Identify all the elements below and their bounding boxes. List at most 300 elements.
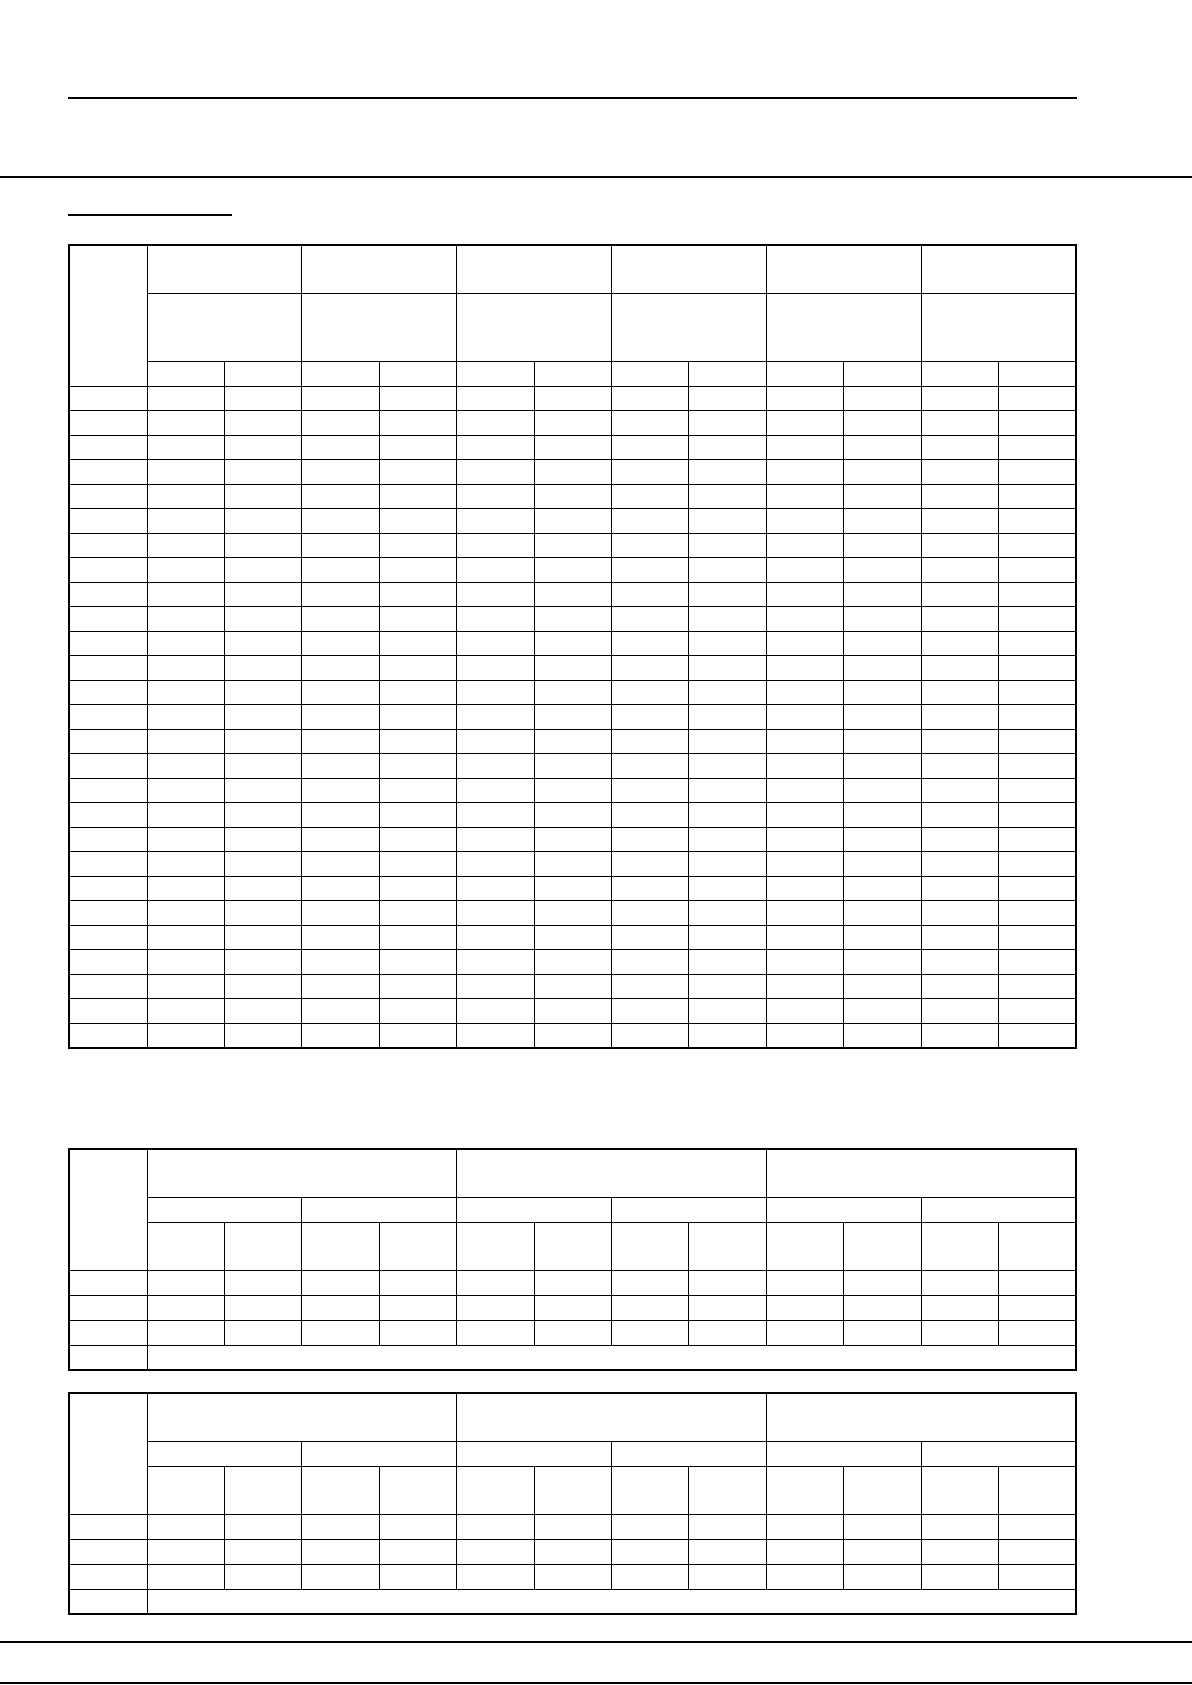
table-cell <box>147 607 224 632</box>
table-cell <box>457 1023 534 1048</box>
table-cell <box>302 386 379 411</box>
table-cell <box>457 1514 534 1539</box>
table-cell <box>534 705 611 730</box>
table-cell <box>611 1320 688 1345</box>
summary-table-1-body <box>69 1270 1076 1345</box>
row-label <box>69 803 147 828</box>
table-cell <box>611 1270 688 1295</box>
table-cell <box>921 582 998 607</box>
table-cell <box>379 1564 456 1589</box>
table-cell <box>844 1295 921 1320</box>
table-cell <box>689 582 766 607</box>
column-header <box>844 1466 921 1514</box>
table-cell <box>766 607 843 632</box>
table-cell <box>844 680 921 705</box>
table-row <box>69 950 1076 975</box>
table-cell <box>457 607 534 632</box>
table-cell <box>147 460 224 485</box>
table-cell <box>379 1514 456 1539</box>
table-cell <box>302 1564 379 1589</box>
table-cell <box>844 582 921 607</box>
main-table-body <box>69 386 1076 1048</box>
table-cell <box>379 1320 456 1345</box>
header-subgroup-row <box>69 1197 1076 1222</box>
table-cell <box>998 876 1076 901</box>
table-cell <box>766 974 843 999</box>
footer-label <box>69 1589 147 1614</box>
table-cell <box>921 656 998 681</box>
table-cell <box>611 386 688 411</box>
group-header <box>147 1149 457 1197</box>
table-row <box>69 901 1076 926</box>
group-header <box>766 1149 1076 1197</box>
table-cell <box>766 925 843 950</box>
table-cell <box>998 460 1076 485</box>
table-cell <box>534 386 611 411</box>
table-cell <box>534 1564 611 1589</box>
table-cell <box>224 1564 301 1589</box>
table-cell <box>534 1539 611 1564</box>
header-rule <box>68 97 1077 99</box>
table-cell <box>921 950 998 975</box>
table-cell <box>921 1295 998 1320</box>
table-cell <box>302 484 379 509</box>
table-cell <box>534 950 611 975</box>
table-cell <box>611 656 688 681</box>
table-cell <box>534 852 611 877</box>
row-label <box>69 582 147 607</box>
table-cell <box>147 558 224 583</box>
table-cell <box>844 999 921 1024</box>
table-cell <box>921 460 998 485</box>
table-cell <box>689 509 766 534</box>
table-cell <box>689 435 766 460</box>
table-cell <box>147 582 224 607</box>
table-cell <box>689 729 766 754</box>
table-cell <box>766 582 843 607</box>
row-label <box>69 778 147 803</box>
table-row <box>69 729 1076 754</box>
subgroup-header <box>921 1441 1076 1466</box>
table-cell <box>998 852 1076 877</box>
table-cell <box>689 950 766 975</box>
table-cell <box>611 533 688 558</box>
table-cell <box>766 460 843 485</box>
table-cell <box>534 803 611 828</box>
table-cell <box>534 1320 611 1345</box>
table-row <box>69 656 1076 681</box>
table-cell <box>379 411 456 436</box>
header-group-row <box>69 1393 1076 1441</box>
table-cell <box>998 1539 1076 1564</box>
table-cell <box>844 1514 921 1539</box>
table-cell <box>534 754 611 779</box>
table-cell <box>302 925 379 950</box>
table-row <box>69 999 1076 1024</box>
table-cell <box>998 607 1076 632</box>
table-cell <box>302 999 379 1024</box>
table-cell <box>689 411 766 436</box>
table-cell <box>534 607 611 632</box>
table-cell <box>611 411 688 436</box>
table-row <box>69 705 1076 730</box>
subgroup-header <box>147 1441 302 1466</box>
row-label <box>69 1023 147 1048</box>
table-cell <box>611 1514 688 1539</box>
group-header <box>147 245 302 293</box>
table-cell <box>921 876 998 901</box>
table-cell <box>457 974 534 999</box>
table-cell <box>534 1270 611 1295</box>
table-row <box>69 582 1076 607</box>
table-cell <box>224 1320 301 1345</box>
table-cell <box>224 533 301 558</box>
table-row <box>69 680 1076 705</box>
table-cell <box>534 827 611 852</box>
row-label <box>69 999 147 1024</box>
table-cell <box>689 705 766 730</box>
table-cell <box>457 827 534 852</box>
row-label-header <box>69 1393 147 1514</box>
table-cell <box>844 1320 921 1345</box>
table-cell <box>457 631 534 656</box>
table-cell <box>611 876 688 901</box>
table-cell <box>147 1023 224 1048</box>
table-cell <box>224 680 301 705</box>
table-cell <box>147 803 224 828</box>
table-cell <box>379 852 456 877</box>
table-cell <box>689 460 766 485</box>
table-cell <box>457 411 534 436</box>
table-cell <box>921 705 998 730</box>
table-cell <box>224 974 301 999</box>
column-header <box>534 361 611 386</box>
table-row <box>69 631 1076 656</box>
table-cell <box>302 778 379 803</box>
table-cell <box>766 533 843 558</box>
row-label-header <box>69 1149 147 1270</box>
table-cell <box>921 607 998 632</box>
table-cell <box>302 1270 379 1295</box>
row-label <box>69 974 147 999</box>
column-header <box>147 1466 224 1514</box>
table-cell <box>147 1320 224 1345</box>
footer-value <box>147 1589 1076 1614</box>
table-cell <box>689 827 766 852</box>
table-cell <box>921 386 998 411</box>
table-cell <box>147 435 224 460</box>
table-cell <box>844 1564 921 1589</box>
column-header <box>611 1466 688 1514</box>
table-cell <box>921 925 998 950</box>
table-cell <box>844 484 921 509</box>
table-cell <box>534 1514 611 1539</box>
table-cell <box>302 827 379 852</box>
table-cell <box>147 1295 224 1320</box>
table-cell <box>921 901 998 926</box>
header-column-row <box>69 1222 1076 1270</box>
table-cell <box>534 435 611 460</box>
row-label <box>69 901 147 926</box>
table-cell <box>302 558 379 583</box>
table-cell <box>534 484 611 509</box>
table-cell <box>224 484 301 509</box>
row-label <box>69 705 147 730</box>
table-cell <box>611 778 688 803</box>
table-cell <box>534 411 611 436</box>
column-header <box>302 361 379 386</box>
table-cell <box>302 411 379 436</box>
table-row <box>69 1564 1076 1589</box>
column-header <box>766 1222 843 1270</box>
table-cell <box>224 950 301 975</box>
table-cell <box>844 607 921 632</box>
column-header <box>998 361 1076 386</box>
table-cell <box>147 533 224 558</box>
table-cell <box>457 656 534 681</box>
table-cell <box>611 803 688 828</box>
table-cell <box>379 680 456 705</box>
table-cell <box>766 1564 843 1589</box>
table-row <box>69 778 1076 803</box>
column-header <box>457 361 534 386</box>
table-cell <box>844 1270 921 1295</box>
table-cell <box>224 1514 301 1539</box>
table-cell <box>766 411 843 436</box>
table-cell <box>611 754 688 779</box>
table-cell <box>379 1023 456 1048</box>
group-header <box>921 245 1076 293</box>
table-row <box>69 460 1076 485</box>
table-cell <box>998 974 1076 999</box>
column-header <box>611 1222 688 1270</box>
table-cell <box>689 680 766 705</box>
summary-footer-row <box>69 1345 1076 1370</box>
table-cell <box>844 411 921 436</box>
table-cell <box>611 435 688 460</box>
subgroup-header <box>302 293 457 361</box>
row-label <box>69 1564 147 1589</box>
table-cell <box>998 533 1076 558</box>
table-cell <box>379 631 456 656</box>
table-cell <box>689 484 766 509</box>
table-cell <box>766 631 843 656</box>
table-cell <box>147 974 224 999</box>
table-cell <box>611 974 688 999</box>
column-header <box>689 1222 766 1270</box>
subgroup-header <box>302 1441 457 1466</box>
table-cell <box>147 411 224 436</box>
table-cell <box>457 533 534 558</box>
table-cell <box>689 974 766 999</box>
table-cell <box>224 876 301 901</box>
table-cell <box>998 705 1076 730</box>
table-cell <box>379 1539 456 1564</box>
table-cell <box>844 925 921 950</box>
table-cell <box>147 386 224 411</box>
column-header <box>844 361 921 386</box>
row-label <box>69 827 147 852</box>
table-cell <box>689 1295 766 1320</box>
table-row <box>69 533 1076 558</box>
table-cell <box>224 631 301 656</box>
row-label <box>69 950 147 975</box>
table-cell <box>457 460 534 485</box>
table-cell <box>457 1320 534 1345</box>
table-cell <box>611 901 688 926</box>
table-row <box>69 925 1076 950</box>
column-header <box>921 1466 998 1514</box>
table-cell <box>379 509 456 534</box>
table-cell <box>534 925 611 950</box>
summary-table-2-body <box>69 1514 1076 1589</box>
table-cell <box>689 1320 766 1345</box>
table-cell <box>611 680 688 705</box>
row-label <box>69 729 147 754</box>
table-cell <box>844 754 921 779</box>
table-cell <box>611 582 688 607</box>
table-cell <box>611 827 688 852</box>
table-cell <box>457 558 534 583</box>
table-cell <box>611 950 688 975</box>
table-cell <box>689 925 766 950</box>
table-cell <box>379 533 456 558</box>
table-cell <box>457 1564 534 1589</box>
table-cell <box>611 1023 688 1048</box>
table-cell <box>844 729 921 754</box>
table-cell <box>766 656 843 681</box>
table-cell <box>998 1270 1076 1295</box>
row-label <box>69 460 147 485</box>
table-cell <box>534 999 611 1024</box>
table-cell <box>302 656 379 681</box>
table-cell <box>457 582 534 607</box>
table-cell <box>689 558 766 583</box>
table-cell <box>379 803 456 828</box>
column-header <box>534 1222 611 1270</box>
subgroup-header <box>921 293 1076 361</box>
table-cell <box>611 729 688 754</box>
table-cell <box>379 656 456 681</box>
table-cell <box>998 999 1076 1024</box>
subgroup-header <box>147 293 302 361</box>
table-cell <box>921 827 998 852</box>
table-cell <box>766 1514 843 1539</box>
table-cell <box>302 950 379 975</box>
table-cell <box>921 558 998 583</box>
table-row <box>69 435 1076 460</box>
table-row <box>69 1295 1076 1320</box>
column-header <box>921 1222 998 1270</box>
main-data-table <box>68 244 1077 1049</box>
row-label <box>69 754 147 779</box>
table-cell <box>457 680 534 705</box>
table-cell <box>379 729 456 754</box>
table-cell <box>534 729 611 754</box>
table-cell <box>921 754 998 779</box>
table-cell <box>379 558 456 583</box>
summary-table-1 <box>68 1148 1077 1371</box>
table-cell <box>379 1270 456 1295</box>
table-cell <box>766 852 843 877</box>
table-cell <box>998 778 1076 803</box>
subgroup-header <box>457 1441 612 1466</box>
table-cell <box>921 435 998 460</box>
table-cell <box>766 1023 843 1048</box>
table-cell <box>998 558 1076 583</box>
table-cell <box>457 484 534 509</box>
table-cell <box>844 558 921 583</box>
table-cell <box>224 509 301 534</box>
table-cell <box>921 533 998 558</box>
table-cell <box>302 1539 379 1564</box>
table-cell <box>224 656 301 681</box>
table-cell <box>844 1539 921 1564</box>
table-cell <box>766 876 843 901</box>
table-cell <box>147 705 224 730</box>
table-cell <box>224 852 301 877</box>
table-cell <box>302 876 379 901</box>
table-cell <box>457 386 534 411</box>
table-row <box>69 1270 1076 1295</box>
table-cell <box>998 631 1076 656</box>
table-cell <box>457 999 534 1024</box>
table-cell <box>302 1514 379 1539</box>
table-cell <box>921 1564 998 1589</box>
subgroup-header <box>302 1197 457 1222</box>
table-cell <box>611 1295 688 1320</box>
table-cell <box>379 435 456 460</box>
subgroup-header <box>766 1441 921 1466</box>
page-footer-rule <box>0 1682 1192 1684</box>
table-cell <box>611 852 688 877</box>
table-cell <box>998 656 1076 681</box>
column-header <box>302 1222 379 1270</box>
table-row <box>69 974 1076 999</box>
table-row <box>69 876 1076 901</box>
table-cell <box>611 558 688 583</box>
column-header <box>147 1222 224 1270</box>
table-cell <box>147 999 224 1024</box>
table-cell <box>921 509 998 534</box>
column-header <box>921 361 998 386</box>
summary-table-2 <box>68 1392 1077 1615</box>
row-label <box>69 1270 147 1295</box>
table-cell <box>766 1295 843 1320</box>
table-cell <box>379 754 456 779</box>
table-cell <box>689 803 766 828</box>
column-header <box>379 1466 456 1514</box>
row-label <box>69 509 147 534</box>
table-cell <box>766 999 843 1024</box>
table-row <box>69 484 1076 509</box>
table-cell <box>921 1270 998 1295</box>
table-cell <box>998 827 1076 852</box>
table-row <box>69 827 1076 852</box>
table-cell <box>147 852 224 877</box>
table-cell <box>224 435 301 460</box>
table-cell <box>921 484 998 509</box>
column-header <box>844 1222 921 1270</box>
table-cell <box>302 729 379 754</box>
subgroup-header <box>766 293 921 361</box>
table-cell <box>534 901 611 926</box>
table-cell <box>689 1270 766 1295</box>
column-header <box>998 1466 1076 1514</box>
table-cell <box>302 680 379 705</box>
table-cell <box>457 1270 534 1295</box>
row-label <box>69 558 147 583</box>
